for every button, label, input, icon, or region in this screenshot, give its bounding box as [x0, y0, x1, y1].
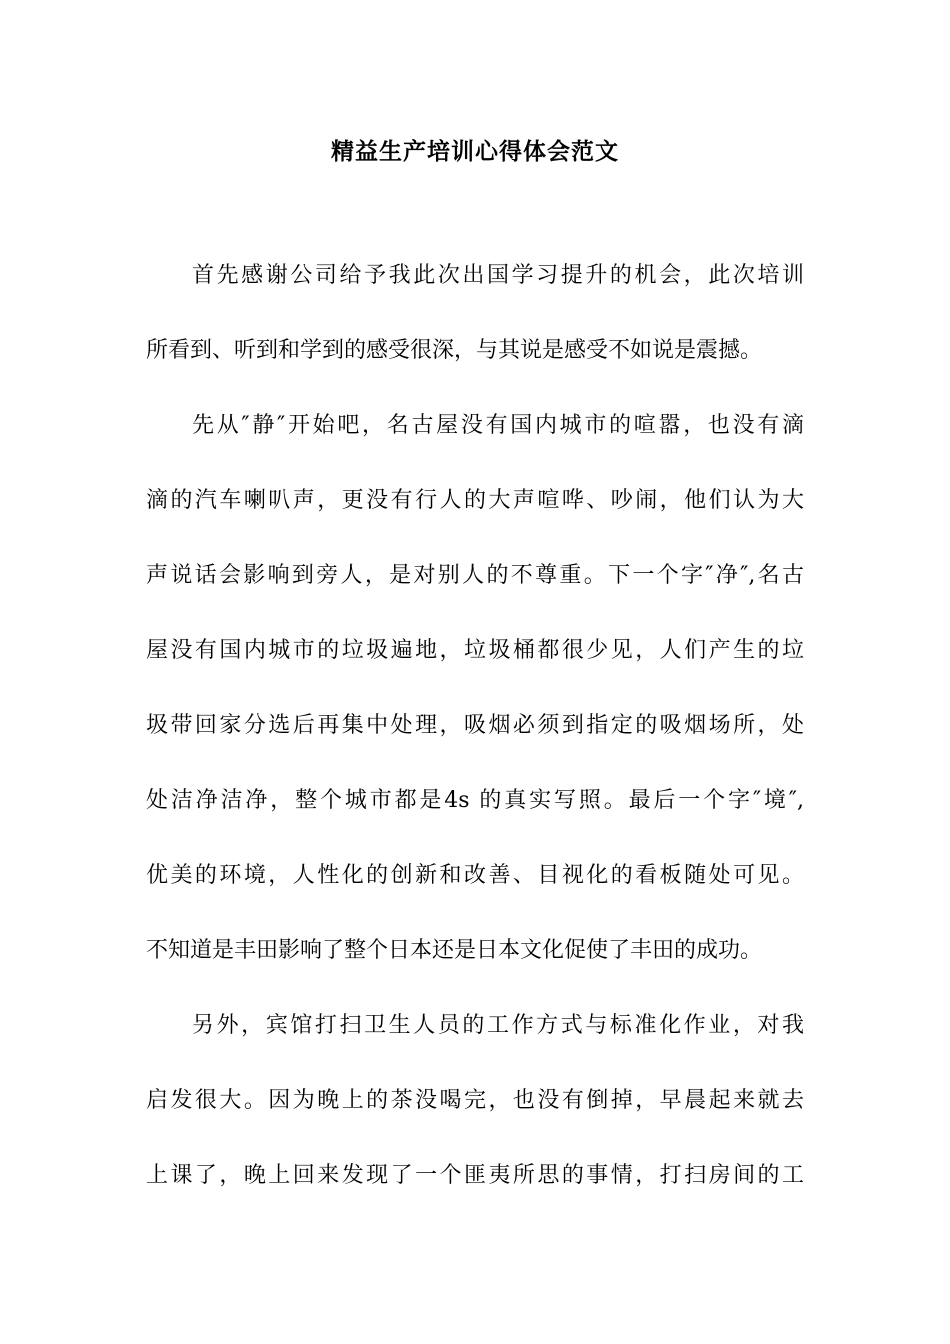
paragraph-line: 首先感谢公司给予我此次出国学习提升的机会，此次培训 [192, 263, 804, 288]
paragraph-line: 所看到、听到和学到的感受很深，与其说是感受不如说是震撼。 [146, 338, 763, 363]
paragraph-line: 不知道是丰田影响了整个日本还是日本文化促使了丰田的成功。 [146, 938, 763, 963]
paragraph-line: 优美的环境，人性化的创新和改善、目视化的看板随处可见。 [146, 863, 804, 888]
paragraph-line: 屋没有国内城市的垃圾遍地，垃圾桶都很少见，人们产生的垃 [146, 638, 804, 663]
paragraph-line: 先从″静″开始吧，名古屋没有国内城市的喧嚣，也没有滴 [192, 413, 804, 438]
paragraph-line: 滴的汽车喇叭声，更没有行人的大声喧哗、吵闹，他们认为大 [146, 488, 804, 513]
paragraph-line: 声说话会影响到旁人，是对别人的不尊重。下一个字″净″,名古 [146, 563, 804, 588]
paragraph-line: 上课了，晚上回来发现了一个匪夷所思的事情，打扫房间的工 [146, 1163, 804, 1188]
paragraph-line: 处洁净洁净，整个城市都是4s 的真实写照。最后一个字″境″, [146, 788, 804, 813]
paragraph-line: 圾带回家分选后再集中处理，吸烟必须到指定的吸烟场所，处 [146, 713, 804, 738]
document-title: 精益生产培训心得体会范文 [331, 138, 619, 165]
paragraph-line: 另外，宾馆打扫卫生人员的工作方式与标准化作业，对我 [192, 1013, 804, 1038]
paragraph-line: 启发很大。因为晚上的茶没喝完，也没有倒掉，早晨起来就去 [146, 1088, 804, 1113]
